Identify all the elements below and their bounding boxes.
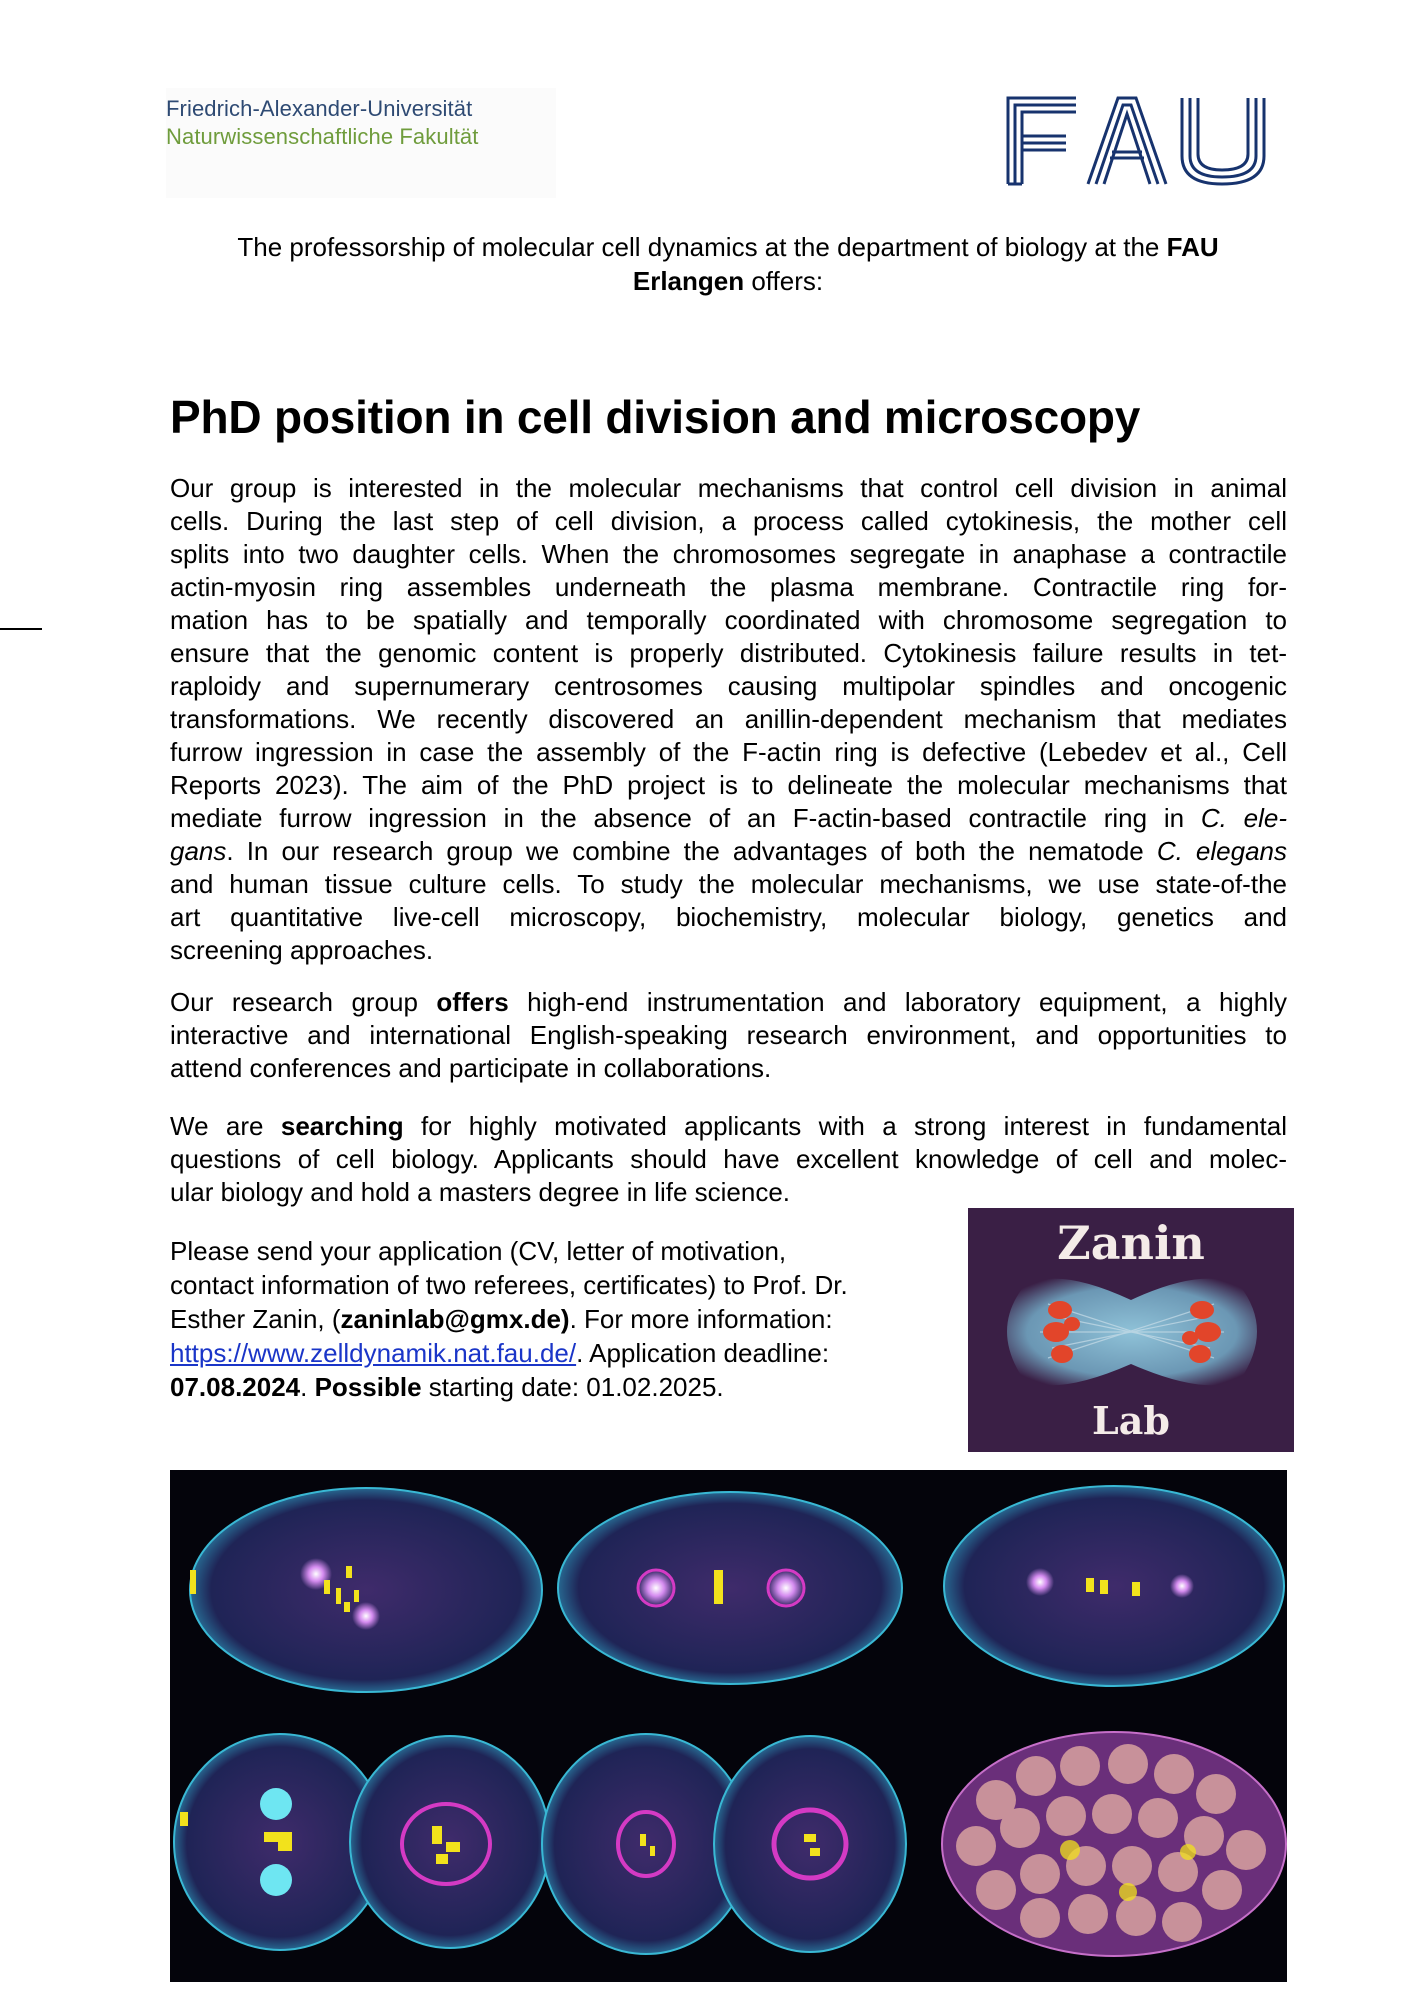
species-name: gans xyxy=(170,836,227,866)
line-text: for highly motivated applicants with a strong interest in fundamental xyxy=(403,1111,1287,1141)
paragraph-line: screening approaches. xyxy=(170,935,434,965)
paragraph-line xyxy=(170,1370,970,1404)
intro-after: offers: xyxy=(744,266,824,296)
line-text: mediate furrow ingression in the absence of an F-actin-based contractile ring in xyxy=(170,803,1201,833)
line-text: Our research group xyxy=(170,987,437,1017)
line-text: Esther Zanin, ( xyxy=(170,1304,341,1334)
line-text: . For more information: xyxy=(569,1304,833,1334)
intro-before: The professorship of molecular cell dynamics at the department of biology at the xyxy=(237,232,1167,262)
paragraph-line: attend conferences and participate in collaborations. xyxy=(170,1053,772,1083)
deadline-date: 07.08.2024 xyxy=(170,1372,301,1402)
species-name: C. elegans xyxy=(1156,836,1287,866)
species-name: C. ele- xyxy=(1200,803,1288,833)
line-text: . Application deadline: xyxy=(576,1338,830,1368)
paragraph-line xyxy=(170,802,1287,835)
university-name: Friedrich-Alexander-Universität xyxy=(166,96,473,121)
paragraph-line: furrow ingression in case the assembly of the F-actin ring is defective (Lebedev et al., Cell xyxy=(170,737,1287,767)
line-text: . In our research group we combine the advantages of both the nematode xyxy=(226,836,1157,866)
paragraph-line: contact information of two referees, certificates) to Prof. Dr. xyxy=(170,1270,848,1300)
offers-keyword: offers xyxy=(436,987,509,1017)
line-text: We are xyxy=(170,1111,281,1141)
paragraph-line xyxy=(170,835,1287,868)
zanin-lab-logo xyxy=(968,1208,1294,1452)
paragraph-line xyxy=(170,1110,1287,1143)
faculty-name: Naturwissenschaftliche Fakultät xyxy=(166,124,479,149)
application-paragraph xyxy=(170,1234,970,1404)
paragraph-line: cells. During the last step of cell division, a process called cytokinesis, the mother cell xyxy=(170,506,1287,536)
paragraph-line: Please send your application (CV, letter of motivation, xyxy=(170,1236,787,1266)
logo-lab-text: Lab xyxy=(1092,1398,1170,1443)
paragraph-line: mation has to be spatially and temporally coordinated with chromosome segregation to xyxy=(170,605,1287,635)
paragraph-line: and human tissue culture cells. To study the molecular mechanisms, we use state-of-the xyxy=(170,869,1287,899)
description-paragraph xyxy=(170,472,1287,967)
microscopy-image-panel xyxy=(170,1470,1287,1982)
paragraph-line: ensure that the genomic content is properly distributed. Cytokinesis failure results in tet- xyxy=(170,638,1287,668)
offers-paragraph xyxy=(170,986,1287,1085)
paragraph-line: Our group is interested in the molecular mechanisms that control cell division in animal xyxy=(170,473,1287,503)
fau-logo-icon xyxy=(1006,96,1268,186)
searching-keyword: searching xyxy=(280,1111,404,1141)
paragraph-line: ular biology and hold a masters degree in life science. xyxy=(170,1177,791,1207)
intro-erlangen: Erlangen xyxy=(632,266,745,296)
paragraph-line xyxy=(170,1302,970,1336)
paragraph-line: transformations. We recently discovered an anillin-dependent mechanism that mediates xyxy=(170,704,1287,734)
paragraph-line: raploidy and supernumerary centrosomes causing multipolar spindles and oncogenic xyxy=(170,671,1287,701)
page-title: PhD position in cell division and microscopy xyxy=(170,391,1141,443)
intro-fau: FAU xyxy=(1166,232,1219,262)
line-text: . xyxy=(300,1372,315,1402)
paragraph-line: interactive and international English-speaking research environment, and opportunities to xyxy=(170,1020,1287,1050)
website-link[interactable]: https://www.zelldynamik.nat.fau.de/ xyxy=(170,1338,577,1368)
margin-mark xyxy=(0,628,42,630)
paragraph-line: splits into two daughter cells. When the chromosomes segregate in anaphase a contractile xyxy=(170,539,1287,569)
paragraph-line: Reports 2023). The aim of the PhD project is to delineate the molecular mechanisms that xyxy=(170,770,1287,800)
line-text: high-end instrumentation and laboratory equipment, a highly xyxy=(508,987,1287,1017)
paragraph-line xyxy=(170,986,1287,1019)
paragraph-line: questions of cell biology. Applicants should have excellent knowledge of cell and molec- xyxy=(170,1144,1287,1174)
university-logo xyxy=(166,88,556,198)
paragraph-line: art quantitative live-cell microscopy, biochemistry, molecular biology, genetics and xyxy=(170,902,1287,932)
paragraph-line: actin-myosin ring assembles underneath the plasma membrane. Contractile ring for- xyxy=(170,572,1287,602)
requirements-paragraph xyxy=(170,1110,1287,1209)
start-date: starting date: 01.02.2025. xyxy=(421,1372,724,1402)
intro-text xyxy=(170,230,1286,298)
possible-keyword: Possible xyxy=(314,1372,422,1402)
paragraph-line xyxy=(170,1336,970,1370)
contact-email: zaninlab@gmx.de) xyxy=(340,1304,570,1334)
logo-zanin-text: Zanin xyxy=(1057,1216,1205,1270)
microscopy-collage-icon xyxy=(170,1470,1287,1982)
